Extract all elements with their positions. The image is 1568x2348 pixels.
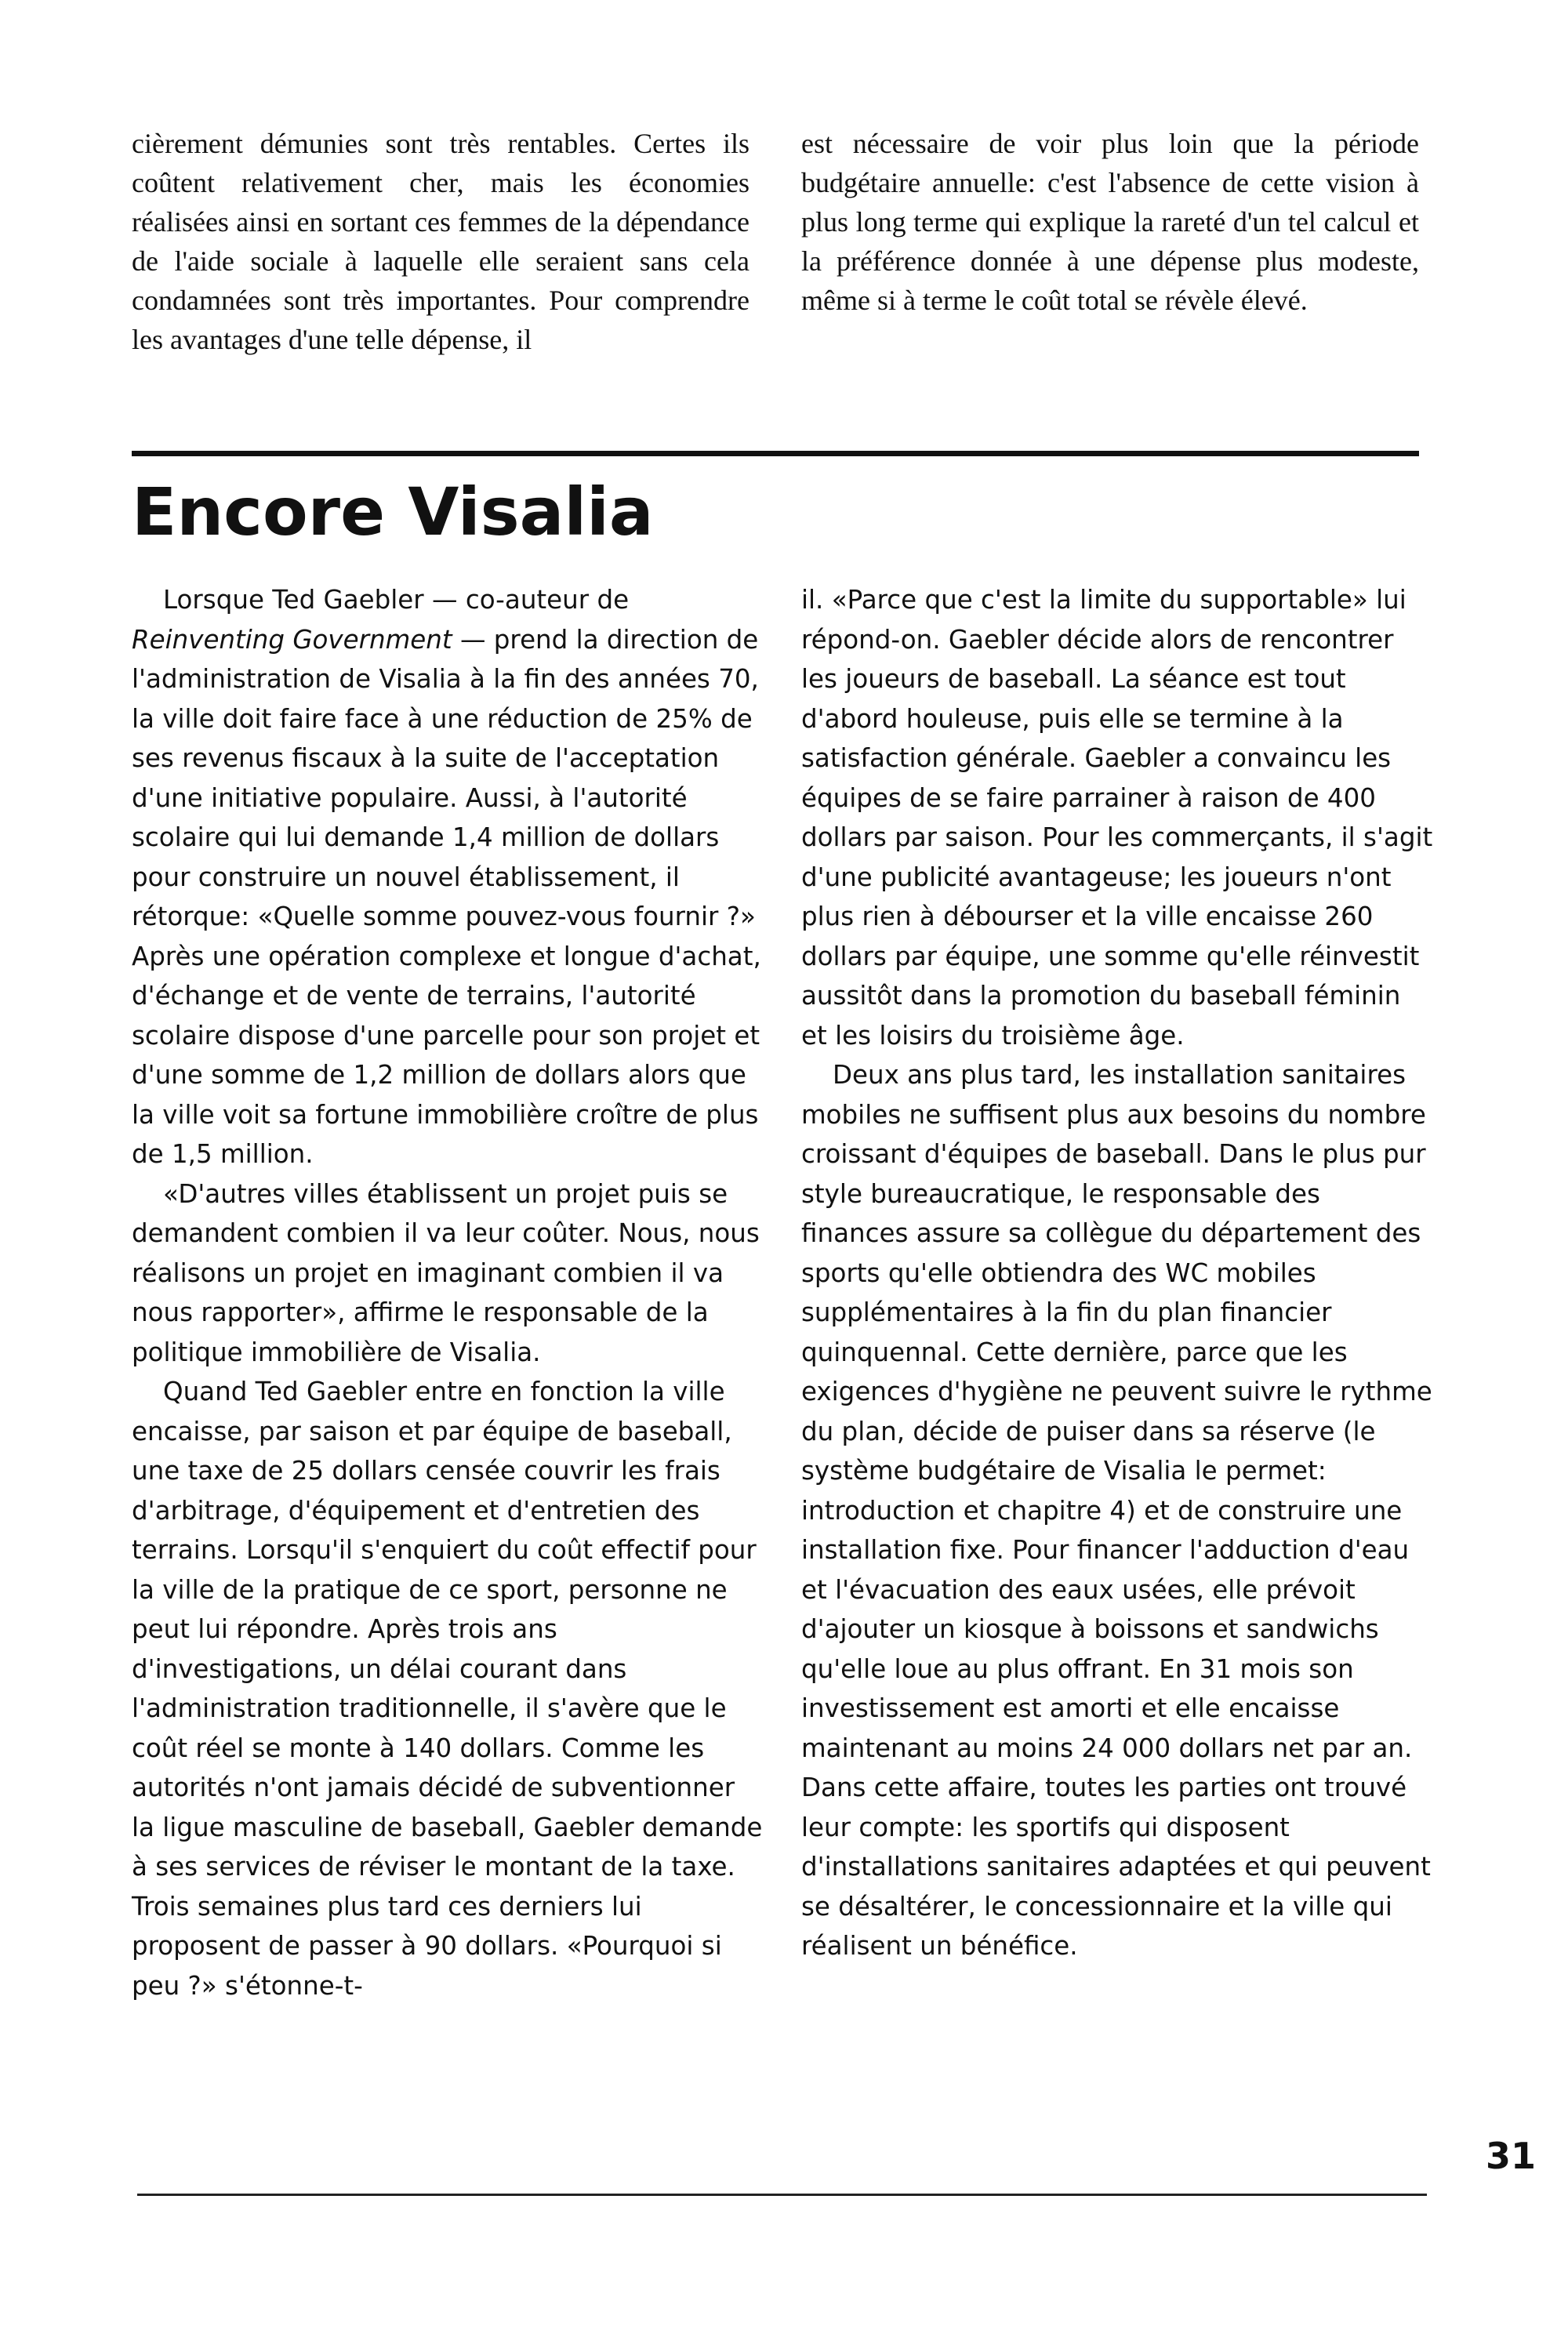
article-right-column [801,580,1433,1966]
paragraph-text: — prend la direction de l'administration de Visalia à la fin des années 70, la ville doit faire face à une réduction de 25% de ses revenus fiscaux à la suite de l'acceptation d'une initiative populaire. Aussi, à l'autorité scolaire qui lui demande 1,4 million de dollars pour construire un nouvel établissement, il rétorque: «Quelle somme pouvez-vous fournir ?» Après une opération complexe et longue d'achat, d'échange et de vente de terrains, l'autorité scolaire dispose d'une parcelle pour son projet et d'une somme de 1,2 million de dollars alors que la ville voit sa fortune immobilière croître de plus de 1,5 million. [132,624,761,1169]
article-title: Encore Visalia [132,474,654,550]
paragraph-text: Lorsque Ted Gaebler — co-auteur de [163,585,630,615]
top-right-column-text: est nécessaire de voir plus loin que la période budgétaire annuelle: c'est l'absence de cette vision à plus long terme qui explique la rareté d'un tel calcul et la préférence donnée à une dépense plus modeste, même si à terme le coût total se révèle élevé. [801,128,1419,316]
paragraph-sanitary-facilities: Deux ans plus tard, les installation sanitaires mobiles ne suffisent plus aux besoins du nombre croissant d'équipes de baseball. Dans le plus pur style bureaucratique, le responsable des finances assure sa collègue du département des sports qu'elle obtiendra des WC mobiles supplémentaires à la fin du plan financier quinquennal. Cette dernière, parce que les exigences d'hygiène ne peuvent suivre le rythme du plan, décide de puiser dans sa réserve (le système budgétaire de Visalia le permet: introduction et chapitre 4) et de construire une installation fixe. Pour financer l'adduction d'eau et l'évacuation des eaux usées, elle prévoit d'ajouter un kiosque à boissons et sandwichs qu'elle loue au plus offrant. En 31 mois son investissement est amorti et elle encaisse maintenant au moins 24 000 dollars net par an. Dans cette affaire, toutes les parties ont trouvé leur compte: les sportifs qui disposent d'installations sanitaires adaptées et qui peuvent se désaltérer, le concessionnaire et la ville qui réalisent un bénéfice. [801,1060,1432,1961]
top-left-column-text: cièrement démunies sont très rentables. Certes ils coûtent relativement cher, mais les économies réalisées ainsi en sortant ces femmes de la dépendance de l'aide sociale à laquelle elle seraient sans cela condamnées sont très importantes. Pour comprendre les avantages d'une telle dépense, il [132,128,750,355]
paragraph-baseball-tax: Quand Ted Gaebler entre en fonction la ville encaisse, par saison et par équipe de baseball, une taxe de 25 dollars censée couvrir les frais d'arbitrage, d'équipement et d'entretien des terrains. Lorsqu'il s'enquiert du coût effectif pour la ville de la pratique de ce sport, personne ne peut lui répondre. Après trois ans d'investigations, un délai courant dans l'administration traditionnelle, il s'avère que le coût réel se monte à 140 dollars. Comme les autorités n'ont jamais décidé de subventionner la ligue masculine de baseball, Gaebler demande à ses services de réviser le montant de la taxe. Trois semaines plus tard ces derniers lui proposent de passer à 90 dollars. «Pourquoi si peu ?» s'étonne-t- [132,1377,763,2001]
book-title-italic: Reinventing Government [132,624,452,655]
section-divider-rule [132,451,1419,456]
article-left-column [132,580,764,2005]
paragraph-quote-other-cities: «D'autres villes établissent un projet puis se demandent combien il va leur coûter. Nous, nous réalisons un projet en imaginant combien il va nous rapporter», affirme le responsable de la politique immobilière de Visalia. [132,1178,760,1367]
page-number: 31 [1486,2135,1537,2177]
footer-rule [137,2194,1427,2196]
paragraph-baseball-tax-continued: il. «Parce que c'est la limite du supportable» lui répond-on. Gaebler décide alors de rencontrer les joueurs de baseball. La séance est tout d'abord houleuse, puis elle se termine à la satisfaction générale. Gaebler a convaincu les équipes de se faire parrainer à raison de 400 dollars par saison. Pour les commerçants, il s'agit d'une publicité avantageuse; les joueurs n'ont plus rien à débourser et la ville encaisse 260 dollars par équipe, une somme qu'elle réinvestit aussitôt dans la promotion du baseball féminin et les loisirs du troisième âge. [801,585,1433,1051]
paragraph-gaebler-intro [132,580,764,1174]
